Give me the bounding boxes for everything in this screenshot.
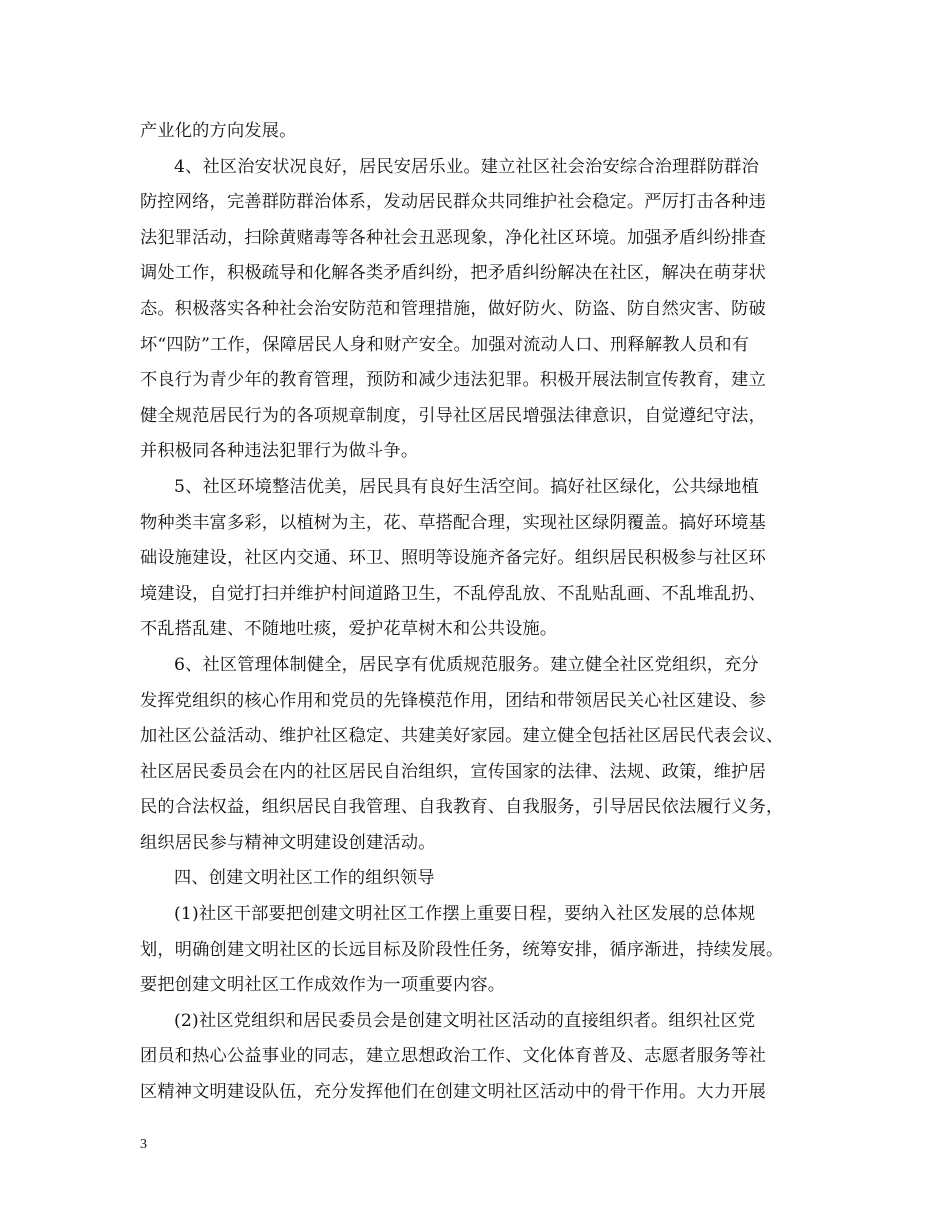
text-line: (1)社区干部要把创建文明社区工作摆上重要日程，要纳入社区发展的总体规 — [174, 904, 756, 925]
text-line: 础设施建设，社区内交通、环卫、照明等设施齐备完好。组织居民积极参与社区环 — [140, 548, 766, 569]
text-line: 调处工作，积极疏导和化解各类矛盾纠纷，把矛盾纠纷解决在社区，解决在萌芽状 — [140, 263, 766, 284]
text-line: 四、创建文明社区工作的组织领导 — [174, 868, 435, 889]
text-line: 团员和热心公益事业的同志，建立思想政治工作、文化体育普及、志愿者服务等社 — [140, 1046, 766, 1067]
text-line: 法犯罪活动，扫除黄赌毒等各种社会丑恶现象，净化社区环境。加强矛盾纠纷排查 — [140, 227, 766, 248]
text-line: 5、社区环境整洁优美，居民具有良好生活空间。搞好社区绿化，公共绿地植 — [174, 476, 759, 497]
text-line: 防控网络，完善群防群治体系，发动居民群众共同维护社会稳定。严厉打击各种违 — [140, 192, 766, 213]
page-number: 3 — [140, 1137, 147, 1152]
text-line: 产业化的方向发展。 — [140, 121, 297, 141]
text-line: 健全规范居民行为的各项规章制度，引导社区居民增强法律意识，自觉遵纪守法， — [140, 405, 766, 426]
text-line: 要把创建文明社区工作成效作为一项重要内容。 — [140, 975, 506, 996]
text-line: 并积极同各种违法犯罪行为做斗争。 — [140, 441, 419, 462]
text-line: 坏“四防”工作，保障居民人身和财产安全。加强对流动人口、刑释解教人员和有 — [140, 334, 750, 355]
body-text — [140, 114, 820, 1111]
text-line: 发挥党组织的核心作用和党员的先锋模范作用，团结和带领居民关心社区建设、参 — [140, 690, 766, 711]
text-line: 境建设，自觉打扫并维护村间道路卫生，不乱停乱放、不乱贴乱画、不乱堆乱扔、 — [140, 583, 766, 604]
text-line: 不良行为青少年的教育管理，预防和减少违法犯罪。积极开展法制宣传教育，建立 — [140, 370, 766, 391]
text-line: (2)社区党组织和居民委员会是创建文明社区活动的直接组织者。组织社区党 — [174, 1010, 756, 1031]
text-line: 4、社区治安状况良好，居民安居乐业。建立社区社会治安综合治理群防群治 — [174, 156, 759, 177]
text-line: 社区居民委员会在内的社区居民自治组织，宣传国家的法律、法规、政策，维护居 — [140, 761, 766, 782]
text-line: 民的合法权益，组织居民自我管理、自我教育、自我服务，引导居民依法履行义务， — [140, 797, 784, 818]
text-line: 组织居民参与精神文明建设创建活动。 — [140, 832, 436, 853]
text-line: 6、社区管理体制健全，居民享有优质规范服务。建立健全社区党组织，充分 — [174, 654, 759, 675]
text-line: 不乱搭乱建、不随地吐痰，爱护花草树木和公共设施。 — [140, 619, 558, 640]
text-line: 区精神文明建设队伍，充分发挥他们在创建文明社区活动中的骨干作用。大力开展 — [140, 1082, 766, 1103]
text-line: 划，明确创建文明社区的长远目标及阶段性任务，统筹安排，循序渐进，持续发展。 — [140, 939, 784, 960]
text-line: 物种类丰富多彩，以植树为主，花、草搭配合理，实现社区绿阴覆盖。搞好环境基 — [140, 512, 766, 533]
text-line: 态。积极落实各种社会治安防范和管理措施，做好防火、防盗、防自然灾害、防破 — [140, 298, 766, 319]
text-line: 加社区公益活动、维护社区稳定、共建美好家园。建立健全包括社区居民代表会议、 — [140, 726, 784, 747]
